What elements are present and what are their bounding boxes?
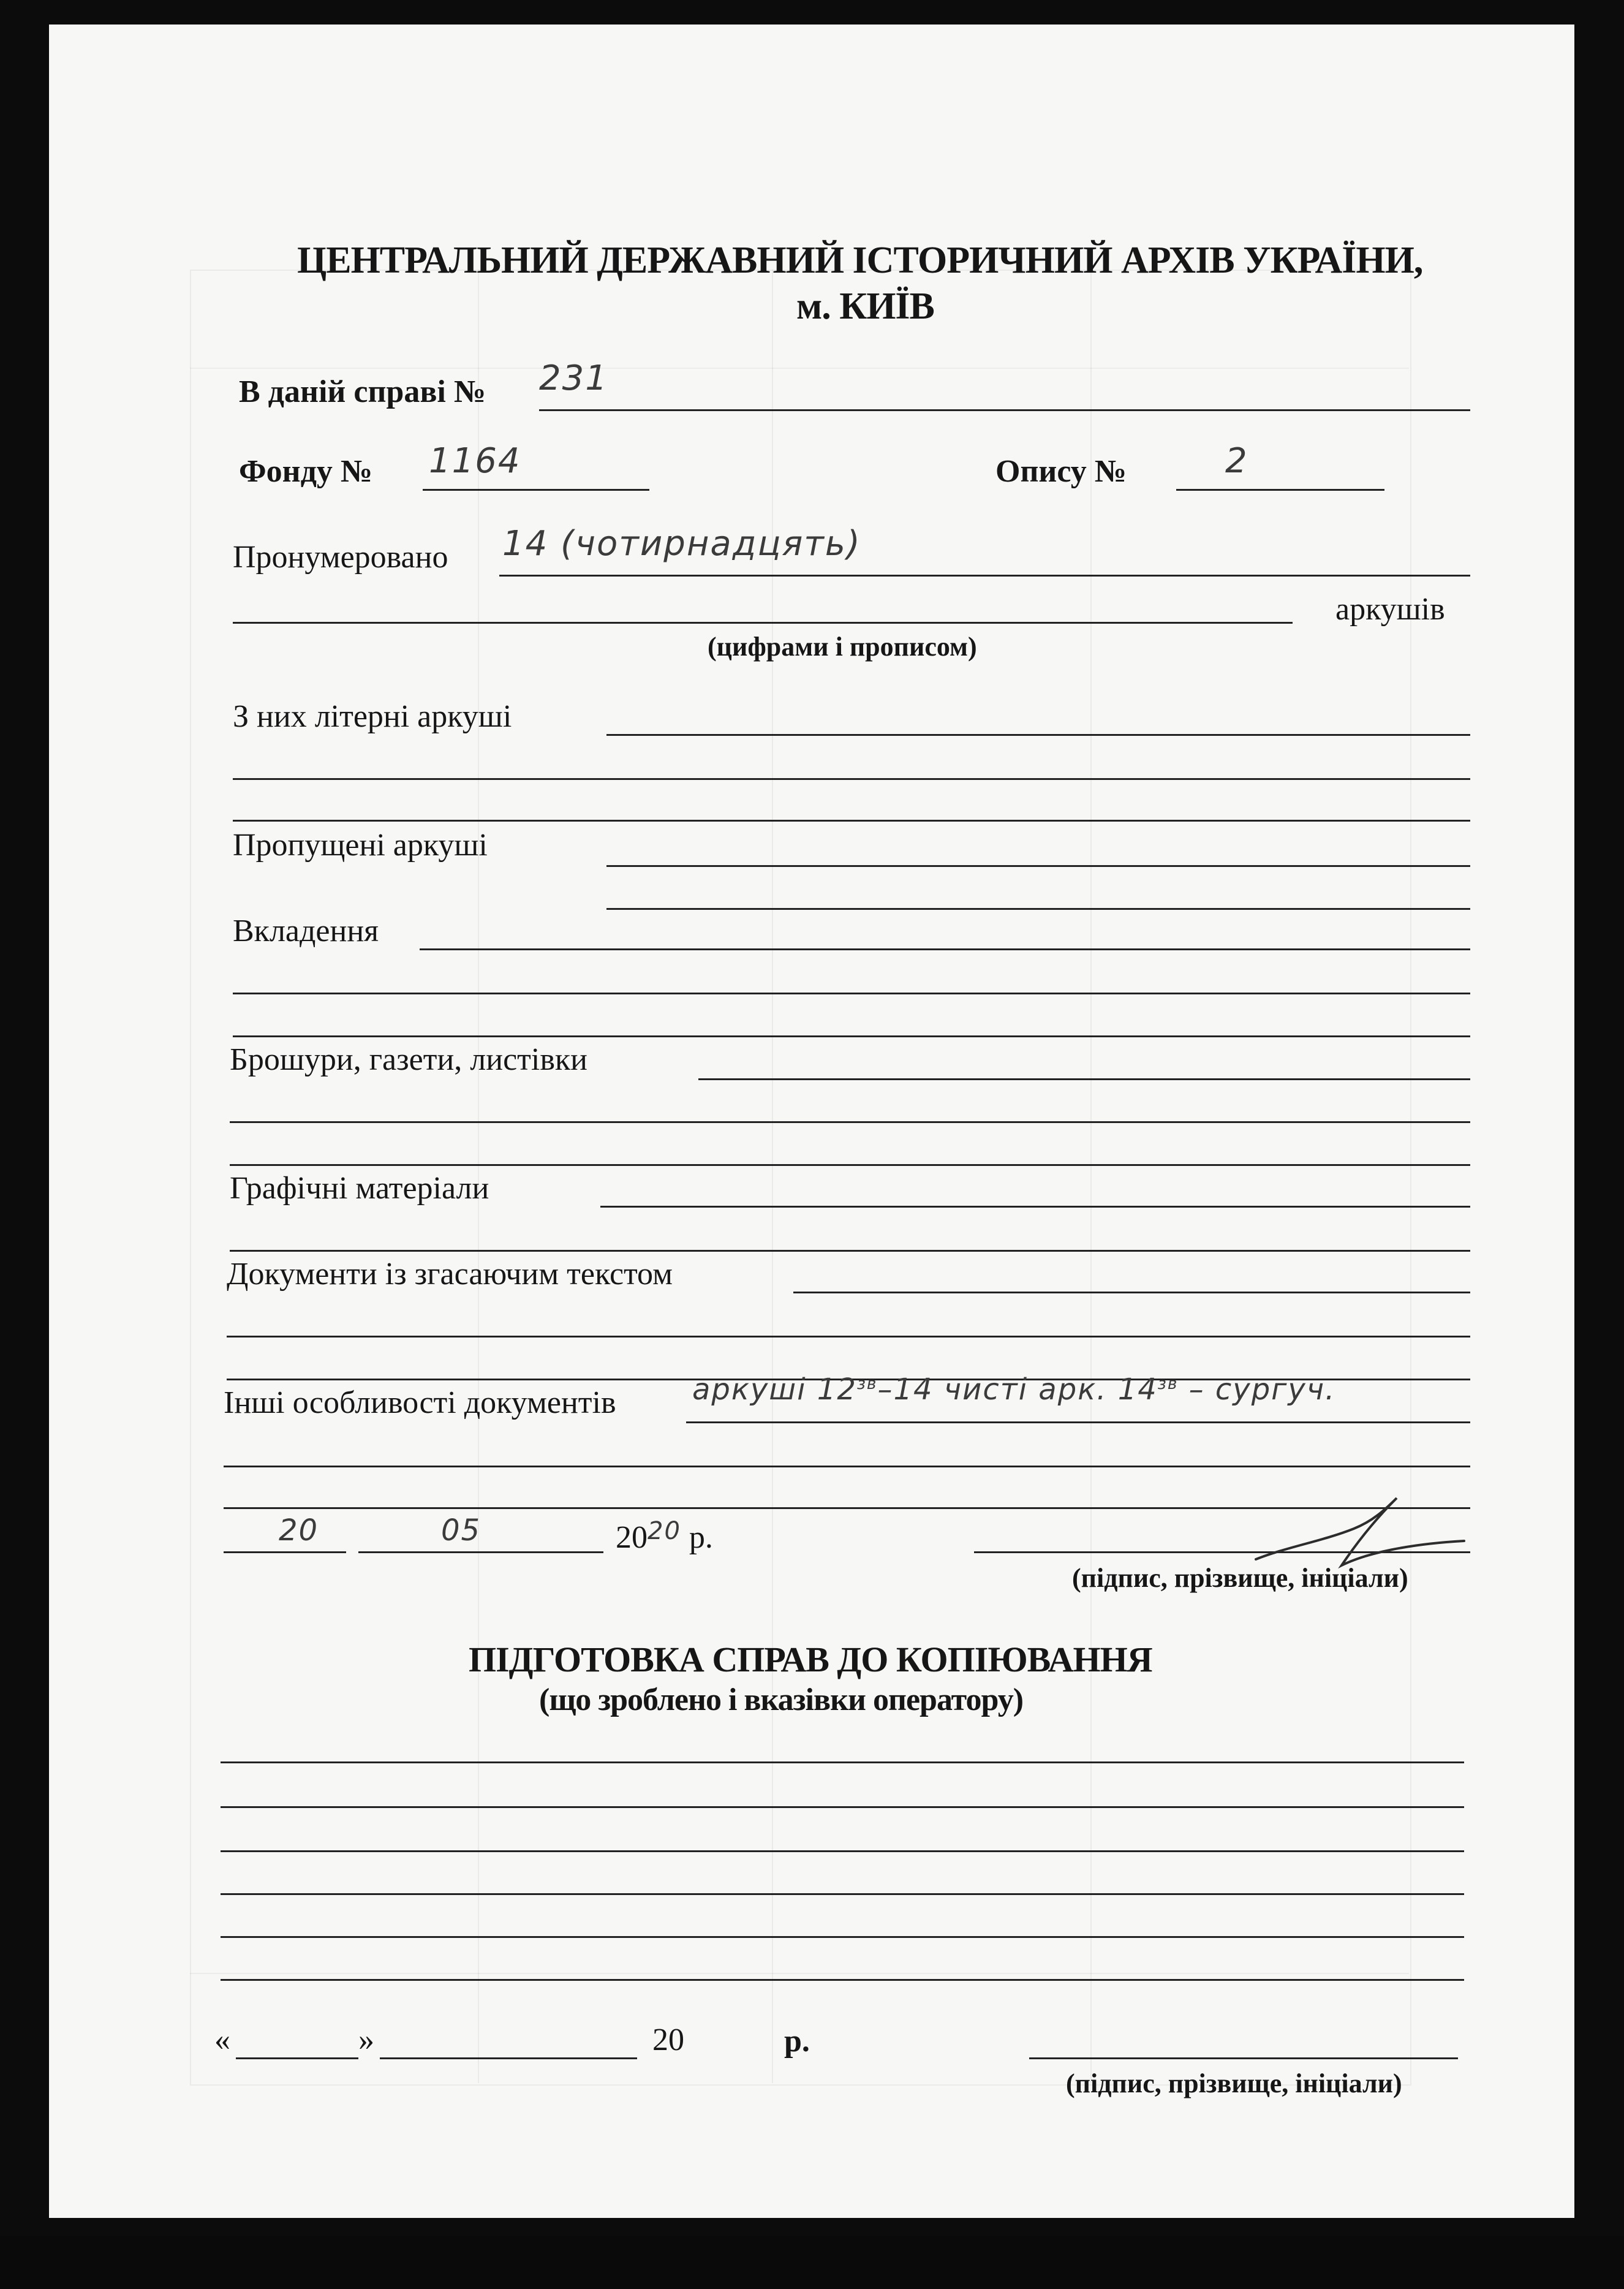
case-number-label: В даній справі №	[239, 374, 486, 409]
skipped-sheets-label: Пропущені аркуші	[233, 828, 488, 863]
letter-sheets-label: З них літерні аркуші	[233, 699, 512, 734]
fading-text-line-2	[227, 1336, 1470, 1337]
other-features-line-2	[224, 1466, 1470, 1467]
other-features-part2: –14 чисті арк. 14	[877, 1372, 1158, 1407]
brochures-line-1	[698, 1078, 1470, 1080]
footer-signature-caption: (підпис, прізвище, ініціали)	[1066, 2068, 1402, 2098]
other-features-part1: аркуші 12	[692, 1372, 857, 1407]
copy-prep-line-2	[221, 1806, 1464, 1808]
letter-sheets-line-1	[606, 734, 1470, 736]
footer-month-line	[380, 2057, 637, 2059]
skipped-sheets-line-1	[606, 865, 1470, 867]
date-month-line	[358, 1551, 603, 1553]
numbered-line-1	[499, 575, 1470, 577]
attachments-line-3	[233, 1035, 1470, 1037]
skipped-sheets-line-2	[606, 908, 1470, 910]
date-year-prefix: 20	[616, 1520, 648, 1555]
numbered-value: 14 (чотирнадцять)	[502, 524, 861, 564]
copy-prep-title: ПІДГОТОВКА СПРАВ ДО КОПІЮВАННЯ	[469, 1640, 1152, 1679]
other-features-line-1	[686, 1421, 1470, 1423]
footer-day-line	[236, 2057, 358, 2059]
letter-sheets-line-2	[233, 778, 1470, 780]
brochures-label: Брошури, газети, листівки	[230, 1042, 587, 1077]
footer-year-end: р.	[784, 2024, 810, 2059]
opys-label: Опису №	[995, 454, 1127, 489]
attachments-label: Вкладення	[233, 914, 379, 948]
show-through-column	[1090, 270, 1092, 2083]
fond-value: 1164	[429, 441, 521, 481]
show-through-row	[190, 1973, 1409, 1974]
date-year-suffix: 20	[648, 1517, 681, 1545]
graphics-label: Графічні матеріали	[230, 1171, 489, 1206]
brochures-line-2	[230, 1121, 1470, 1123]
letter-sheets-line-3	[233, 820, 1470, 822]
copy-prep-line-1	[221, 1761, 1464, 1763]
attachments-line-1	[420, 948, 1470, 950]
date-day-value: 20	[279, 1513, 319, 1548]
numbered-line-2	[233, 622, 1293, 624]
fond-label: Фонду №	[239, 454, 373, 489]
footer-year-prefix: 20	[652, 2022, 684, 2057]
footer-open-quote: «	[214, 2022, 230, 2057]
date-year-end: р.	[689, 1520, 713, 1555]
opys-value: 2	[1225, 441, 1248, 481]
date-year	[616, 1519, 713, 1556]
copy-prep-line-3	[221, 1850, 1464, 1852]
brochures-line-3	[230, 1164, 1470, 1166]
fading-text-label: Документи із згасаючим текстом	[227, 1257, 673, 1292]
case-number-value: 231	[539, 358, 608, 398]
archive-city: м. КИЇВ	[796, 286, 934, 327]
show-through-row	[190, 368, 1409, 369]
date-month-value: 05	[441, 1513, 482, 1548]
opys-line	[1176, 489, 1384, 491]
copy-prep-line-6	[221, 1979, 1464, 1981]
other-features-sup2: зв	[1157, 1374, 1179, 1393]
archive-name: ЦЕНТРАЛЬНИЙ ДЕРЖАВНИЙ ІСТОРИЧНИЙ АРХІВ УКРАЇНИ,	[297, 240, 1423, 281]
graphics-line-2	[230, 1250, 1470, 1252]
sheets-word: аркушів	[1335, 592, 1445, 627]
fading-text-line-1	[793, 1292, 1470, 1293]
other-features-sup1: зв	[856, 1374, 878, 1393]
copy-prep-line-5	[221, 1936, 1464, 1938]
case-number-line	[539, 409, 1470, 411]
copy-prep-subtitle: (що зроблено і вказівки оператору)	[539, 1682, 1024, 1717]
document-page	[49, 25, 1574, 2218]
attachments-line-2	[233, 993, 1470, 994]
signature-caption: (підпис, прізвище, ініціали)	[1072, 1563, 1408, 1593]
numbered-label: Пронумеровано	[233, 540, 448, 575]
fond-line	[423, 489, 649, 491]
graphics-line-1	[600, 1206, 1470, 1208]
other-features-value	[692, 1372, 1335, 1407]
other-features-label: Інші особливості документів	[224, 1385, 616, 1420]
footer-close-quote: »	[358, 2022, 374, 2057]
footer-signature-line	[1029, 2057, 1458, 2059]
other-features-part3: – сургуч.	[1178, 1372, 1336, 1407]
digits-caption: (цифрами і прописом)	[708, 632, 977, 662]
scan-border	[0, 2236, 1624, 2289]
copy-prep-line-4	[221, 1893, 1464, 1895]
date-day-line	[224, 1551, 346, 1553]
